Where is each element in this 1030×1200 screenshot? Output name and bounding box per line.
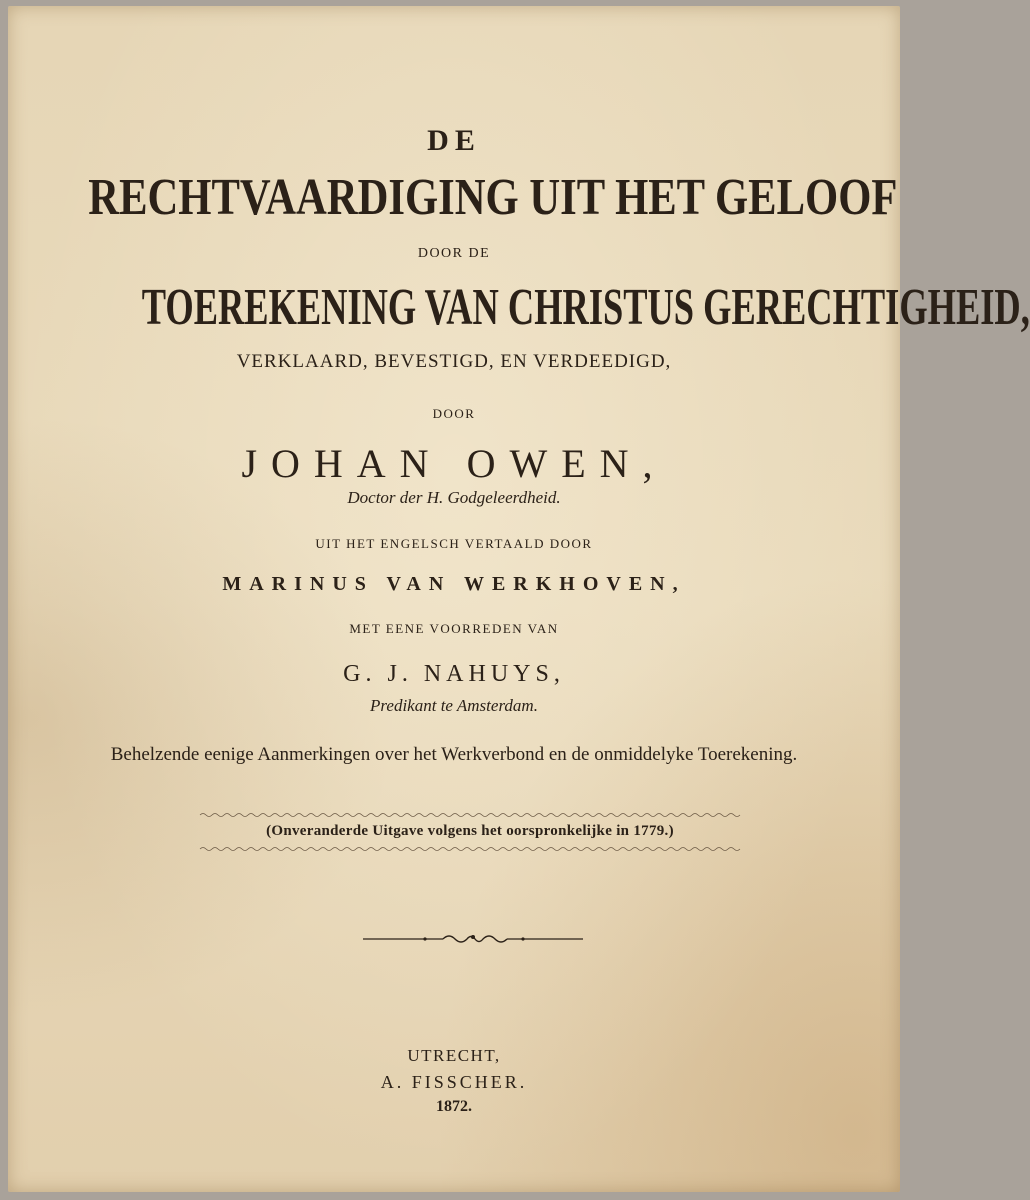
subtitle: VERKLAARD, BEVESTIGD, EN VERDEEDIGD, xyxy=(236,351,672,372)
imprint-year: 1872. xyxy=(436,1098,472,1115)
preface-by-label: MET EENE VOORREDEN VAN xyxy=(349,621,559,636)
imprint-city: UTRECHT, xyxy=(407,1046,501,1065)
contents-note: Behelzende eenige Aanmerkingen over het Werkverbond en de onmiddelyke Toerekening. xyxy=(110,744,798,765)
main-title-line-1: RECHTVAARDIGING UIT HET GELOOF xyxy=(88,169,898,226)
edition-note-box xyxy=(200,812,740,852)
translator-name: MARINUS VAN WERKHOVEN, xyxy=(222,573,686,595)
translated-by-label: UIT HET ENGELSCH VERTAALD DOOR xyxy=(315,536,593,551)
ornament-rule xyxy=(363,928,583,948)
main-title-line-2: TOEREKENING VAN CHRISTUS GERECHTIGHEID, xyxy=(141,279,1030,336)
edition-note: (Onveranderde Uitgave volgens het oorspronkelijke in 1779.) xyxy=(266,823,674,839)
wavy-rule-bottom xyxy=(200,846,740,852)
title-article: DE xyxy=(427,124,481,157)
preface-author-title: Predikant te Amsterdam. xyxy=(370,696,538,715)
author-name: JOHAN OWEN, xyxy=(241,441,667,486)
preface-author-name: G. J. NAHUYS, xyxy=(343,661,565,687)
title-page xyxy=(8,6,1030,1192)
wavy-rule-top xyxy=(200,812,740,818)
connector-door: DOOR xyxy=(432,406,476,421)
author-title: Doctor der H. Godgeleerdheid. xyxy=(347,488,561,507)
imprint-publisher: A. FISSCHER. xyxy=(380,1072,528,1092)
connector-door-de: DOOR DE xyxy=(417,246,491,261)
